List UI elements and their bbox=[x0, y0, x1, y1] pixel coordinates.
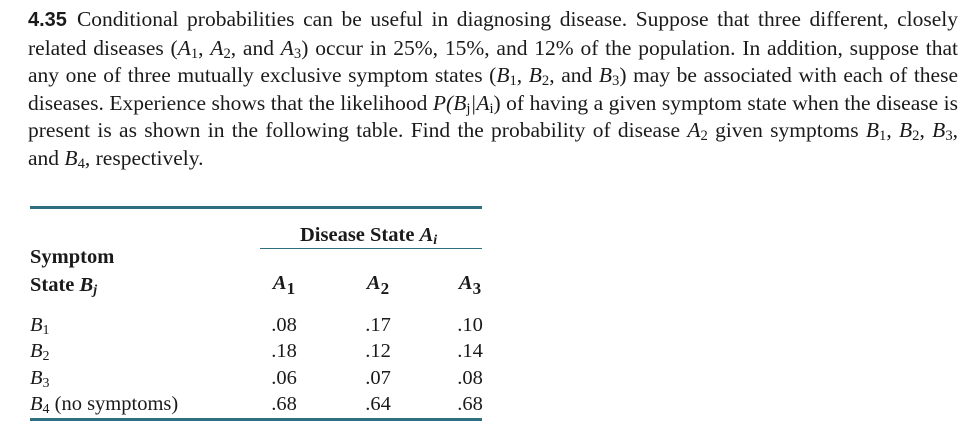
subscript: 1 bbox=[190, 45, 199, 62]
problem-text: , respectively. bbox=[84, 145, 204, 170]
var: A bbox=[210, 35, 224, 60]
var: B bbox=[30, 314, 43, 336]
disease-state-header bbox=[300, 222, 437, 248]
cell-value: .14 bbox=[457, 340, 483, 362]
column-header-a2 bbox=[348, 272, 408, 299]
problem-number: 4.35 bbox=[28, 9, 67, 31]
column-header-a3 bbox=[440, 272, 500, 299]
header-text: State bbox=[30, 274, 80, 296]
var: B bbox=[598, 63, 612, 87]
subscript: 2 bbox=[380, 279, 390, 299]
likelihood-notation: ) bbox=[493, 90, 501, 115]
cell-value: .18 bbox=[271, 340, 297, 362]
cell-value: .06 bbox=[271, 367, 297, 389]
subscript: 1 bbox=[509, 73, 517, 90]
disease-header-rule bbox=[260, 248, 482, 249]
subscript: 3 bbox=[612, 73, 620, 90]
problem-text: , and bbox=[549, 63, 599, 87]
subscript: j bbox=[93, 283, 98, 299]
problem-text: ) may be associated with each of these diseases. Experience shows that the likelihood bbox=[28, 63, 959, 115]
problem-text: ) occur in 25%, 15%, and 12% of the population. In addition, suppose that any one of three mutually exclusive symptom states ( bbox=[28, 35, 958, 87]
var: A bbox=[687, 118, 701, 142]
cell-value: .68 bbox=[457, 393, 483, 415]
problem-text: , bbox=[198, 35, 211, 60]
subscript: 1 bbox=[42, 323, 50, 339]
subscript: 4 bbox=[77, 155, 85, 172]
var: B bbox=[932, 118, 946, 142]
problem-text: Conditional probabilities can be useful in diagnosing disease. Suppose that three different, closely related diseases ( bbox=[28, 7, 958, 60]
subscript: i bbox=[433, 233, 438, 249]
var: B bbox=[899, 118, 913, 142]
problem-text: , bbox=[919, 118, 933, 142]
subscript: 2 bbox=[700, 128, 708, 145]
cell-value: .68 bbox=[271, 393, 297, 415]
problem-text: , and bbox=[28, 118, 958, 170]
var: A bbox=[177, 35, 191, 60]
header-text: Disease State bbox=[300, 224, 420, 246]
var: B bbox=[30, 340, 43, 362]
subscript: 3 bbox=[293, 45, 302, 62]
row-label bbox=[30, 365, 50, 391]
column-header-a1 bbox=[254, 272, 314, 299]
var: B bbox=[865, 118, 880, 142]
subscript: 1 bbox=[879, 128, 887, 145]
var: B bbox=[496, 63, 510, 87]
subscript: 3 bbox=[42, 376, 50, 392]
var: B bbox=[528, 63, 542, 87]
symptom-header-line2 bbox=[30, 272, 97, 298]
table-bottom-rule bbox=[30, 418, 482, 421]
var: A bbox=[458, 272, 473, 294]
var: A bbox=[280, 35, 294, 60]
row-note: (no symptoms) bbox=[49, 393, 179, 415]
cell-value: .08 bbox=[271, 314, 297, 336]
subscript: 1 bbox=[286, 279, 296, 299]
cell-value: .10 bbox=[457, 314, 483, 336]
cell-value: .17 bbox=[365, 314, 391, 336]
subscript: 2 bbox=[912, 128, 920, 145]
cell-value: .07 bbox=[365, 367, 391, 389]
var: A bbox=[272, 272, 287, 294]
subscript: 3 bbox=[472, 279, 482, 299]
row-label bbox=[30, 312, 50, 338]
problem-text: given symptoms bbox=[707, 118, 866, 142]
symptom-header-line1: Symptom bbox=[30, 246, 115, 268]
subscript: 4 bbox=[42, 402, 50, 418]
var: B bbox=[30, 367, 43, 389]
cell-value: .12 bbox=[365, 340, 391, 362]
likelihood-notation: P(B bbox=[432, 90, 467, 115]
subscript: 2 bbox=[223, 45, 231, 62]
cell-value: .08 bbox=[457, 367, 483, 389]
problem-text: of having a given symptom state when the disease is present is as shown in the following table. Find the probability of disease bbox=[28, 90, 959, 142]
likelihood-notation: |A bbox=[470, 90, 490, 115]
var: B bbox=[64, 145, 78, 170]
subscript: 3 bbox=[945, 128, 953, 145]
row-label bbox=[30, 391, 178, 417]
problem-text: , bbox=[516, 63, 529, 87]
problem-text: , bbox=[886, 118, 900, 142]
var: B bbox=[79, 274, 94, 296]
cell-value: .64 bbox=[365, 393, 391, 415]
problem-statement bbox=[28, 6, 958, 172]
var: B bbox=[30, 393, 43, 415]
subscript: 2 bbox=[42, 349, 50, 365]
problem-text: , and bbox=[230, 35, 281, 60]
subscript: i bbox=[489, 100, 494, 117]
var: A bbox=[419, 224, 434, 246]
table-top-rule bbox=[30, 206, 482, 209]
subscript: j bbox=[466, 100, 471, 117]
var: A bbox=[366, 272, 381, 294]
subscript: 2 bbox=[541, 73, 550, 90]
row-label bbox=[30, 338, 50, 364]
